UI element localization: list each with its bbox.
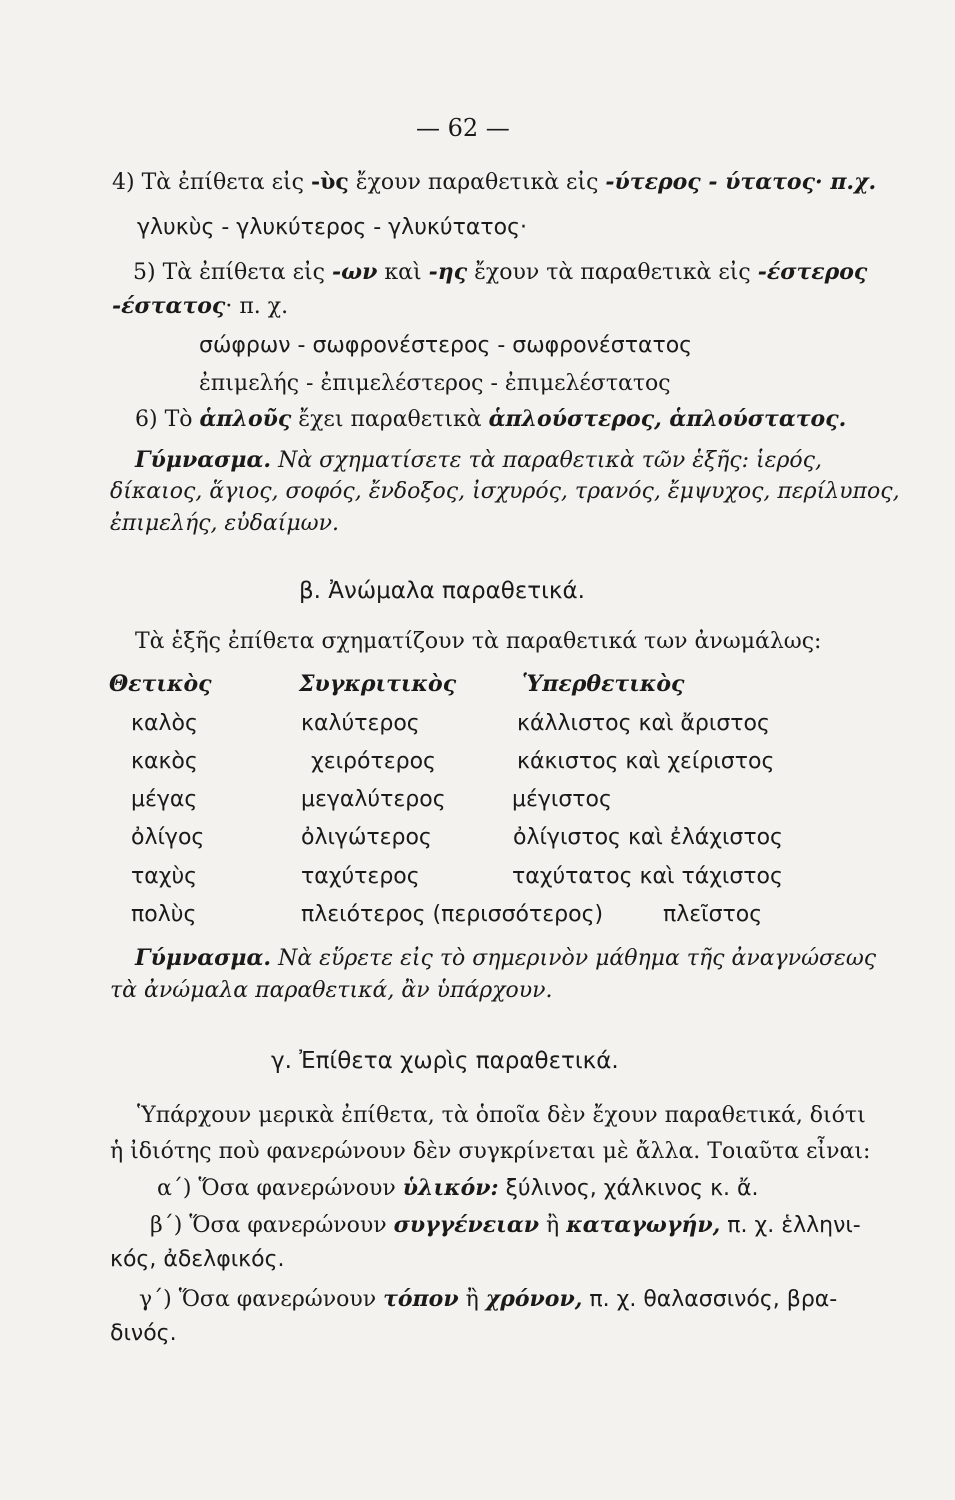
exercise1-line3: ἐπιμελής, εὐδαίμων. xyxy=(110,511,339,536)
table-cell: ταχὺς xyxy=(131,864,198,889)
para-c-line1: Ὑπάρχουν μερικὰ ἐπίθετα, τὰ ὁποῖα δὲν ἔχουν παραθετικά, διότι xyxy=(137,1103,866,1128)
section-heading-no-comparatives: γ. Ἐπίθετα χωρὶς παραθετικά. xyxy=(271,1048,619,1074)
item-a: α΄) Ὅσα φανερώνουν ὑλικόν: ξύλινος, χάλκινος κ. ἄ. xyxy=(157,1175,759,1201)
section-heading-irregular: β. Ἀνώμαλα παραθετικά. xyxy=(299,578,585,604)
table-cell: μέγιστος xyxy=(512,787,612,812)
table-cell: κάλλιστος καὶ ἄριστος xyxy=(517,711,770,736)
header-positive: Θετικὸς xyxy=(109,671,212,697)
section5-line1: 5) Τὰ ἐπίθετα εἰς -ων καὶ -ης ἔχουν τὰ παραθετικὰ εἰς -έστερος xyxy=(133,259,868,285)
header-comparative: Συγκριτικὸς xyxy=(299,671,457,697)
table-cell: πλεῖστος xyxy=(663,902,763,927)
section4-line1: 4) Τὰ ἐπίθετα εἰς -ὺς ἔχουν παραθετικὰ εἰς -ύτερος - ύτατος· π.χ. xyxy=(112,169,877,195)
table-cell: ταχύτατος καὶ τάχιστος xyxy=(512,864,783,889)
table-cell: μέγας xyxy=(131,787,198,812)
table-cell: κάκιστος καὶ χείριστος xyxy=(517,749,775,774)
header-superlative: Ὑπερθετικὸς xyxy=(522,671,685,697)
exercise1-line2: δίκαιος, ἅγιος, σοφός, ἔνδοξος, ἰσχυρός, τρανός, ἔμψυχος, περίλυπος, xyxy=(110,479,900,504)
table-cell: καλὸς xyxy=(131,711,198,736)
table-cell: ταχύτερος xyxy=(301,864,420,889)
section5-example1: σώφρων - σωφρονέστερος - σωφρονέστατος xyxy=(199,333,693,358)
table-cell: καλύτερος xyxy=(301,711,420,736)
page-number: — 62 — xyxy=(416,114,510,142)
exercise1-line1: Γύμνασμα. Νὰ σχηματίσετε τὰ παραθετικὰ τῶν ἑξῆς: ἱερός, xyxy=(135,447,822,473)
section5-example2: ἐπιμελής - ἐπιμελέστερος - ἐπιμελέστατος xyxy=(199,371,671,396)
table-cell: κακὸς xyxy=(131,749,198,774)
section4-example: γλυκὺς - γλυκύτερος - γλυκύτατος· xyxy=(137,215,527,240)
item-b-line1: β΄) Ὅσα φανερώνουν συγγένειαν ἢ καταγωγήν, π. χ. ἑλληνι- xyxy=(150,1212,861,1238)
table-cell: ὀλίγος xyxy=(131,825,205,850)
table-cell: πλειότερος (περισσότερος) xyxy=(301,902,604,927)
exercise2-line2: τὰ ἀνώμαλα παραθετικά, ἂν ὑπάρχουν. xyxy=(110,978,553,1003)
exercise2-line1: Γύμνασμα. Νὰ εὕρετε εἰς τὸ σημερινὸν μάθημα τῆς ἀναγνώσεως xyxy=(135,945,877,971)
intro-irregular: Τὰ ἑξῆς ἐπίθετα σχηματίζουν τὰ παραθετικά των ἀνωμάλως: xyxy=(135,629,822,654)
table-cell: χειρότερος xyxy=(311,749,436,774)
table-cell: μεγαλύτερος xyxy=(301,787,446,812)
table-cell: ὀλιγώτερος xyxy=(301,825,432,850)
item-c-line2: δινός. xyxy=(110,1321,177,1346)
section5-line2: -έστατος· π. χ. xyxy=(112,293,289,319)
section6-line: 6) Τὸ ἁπλοῦς ἔχει παραθετικὰ ἁπλούστερος, ἁπλούστατος. xyxy=(135,406,847,432)
para-c-line2: ἡ ἰδιότης ποὺ φανερώνουν δὲν συγκρίνεται μὲ ἄλλα. Τοιαῦτα εἶναι: xyxy=(110,1139,871,1164)
table-cell: πολὺς xyxy=(131,902,197,927)
table-cell: ὀλίγιστος καὶ ἐλάχιστος xyxy=(513,825,783,850)
item-b-line2: κός, ἀδελφικός. xyxy=(110,1247,285,1272)
item-c-line1: γ΄) Ὅσα φανερώνουν τόπον ἢ χρόνον, π. χ. θαλασσινός, βρα- xyxy=(139,1286,838,1312)
